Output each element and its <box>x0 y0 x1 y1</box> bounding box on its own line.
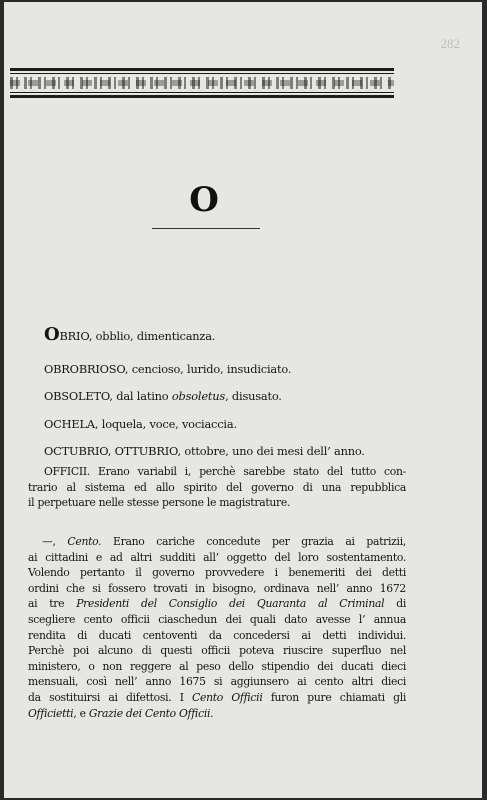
paragraph-line: Perchè poi alcuno di questi officii poteva riuscire superfluo nel <box>28 644 406 658</box>
paragraph-line: trario al sistema ed allo spirito del governo di una repubblica <box>28 480 406 494</box>
entry-definition: , dal latino <box>109 389 172 403</box>
entry-definition: , ottobre, uno dei mesi dell’ anno. <box>177 444 365 458</box>
header-rule-top-thin <box>10 73 394 74</box>
paragraph-line: il perpetuare nelle stesse persone le magistrature. <box>28 496 291 510</box>
entry-word: OBSOLETO <box>44 389 110 403</box>
page-number: 282 <box>440 36 460 51</box>
entry-word: OCTUBRIO, OTTUBRIO <box>44 444 178 458</box>
entry-definition: , cencioso, lurido, insudiciato. <box>124 362 292 376</box>
paragraph-line: Officietti, e Grazie dei Cento Officii. <box>28 706 214 720</box>
entry-definition: , obblio, dimenticanza. <box>88 329 216 343</box>
paragraph-line: rendita di ducati centoventi da concedersi ai detti individui. <box>28 628 406 642</box>
paragraph-line: OFFICII. Erano variabil i, perchè sarebbe stato del tutto con- <box>44 465 406 478</box>
entry-word: OCHELA <box>44 417 95 431</box>
header-rule-bottom-thin <box>10 92 394 93</box>
entry-obrobrioso <box>44 362 291 376</box>
paragraph-line: scegliere cento officii ciaschedun dei quali dato avesse l’ annua <box>28 612 406 626</box>
header-ornament-inner <box>10 80 394 86</box>
section-letter: O <box>189 180 219 220</box>
entry-word: BRIO <box>59 329 89 343</box>
book-page <box>4 2 482 798</box>
entry-word: OBROBRIOSO <box>44 362 125 376</box>
paragraph-line: —, Cento. Erano cariche concedute per grazia ai patrizii, <box>42 535 406 548</box>
entry-octubrio <box>44 444 365 458</box>
paragraph-line: ordini che si fossero trovati in bisogno, ordinava nell’ anno 1672 <box>28 581 406 595</box>
entry-latin-term: obsoletus <box>171 389 226 403</box>
paragraph-line: ministero, o non reggere al peso dello stipendio dei ducati dieci <box>28 659 406 673</box>
entry-definition: , loquela, voce, vociaccia. <box>94 417 237 431</box>
entry-obsoleto <box>44 389 282 403</box>
paragraph-line: da sostituirsi ai difettosi. I Cento Officii furon pure chiamati gli <box>28 690 407 704</box>
decorative-header-band <box>10 68 394 98</box>
paragraph-line: ai tre Presidenti del Consiglio dei Quaranta al Criminal di <box>28 597 406 611</box>
entry-cento-officii <box>28 534 406 721</box>
entry-obrio <box>44 324 215 345</box>
entry-officii <box>28 464 406 511</box>
paragraph-line: ai cittadini e ad altri sudditi all’ oggetto del loro sostentamento. <box>28 550 406 564</box>
entry-definition-end: , disusato. <box>225 389 282 403</box>
paragraph-line: Volendo pertanto il governo provvedere i benemeriti dei detti <box>28 566 406 580</box>
entry-initial: O <box>44 324 60 345</box>
entry-ochela <box>44 417 237 431</box>
section-divider <box>152 228 260 229</box>
header-rule-bottom <box>10 95 394 98</box>
header-rule-top <box>10 68 394 71</box>
paragraph-line: mensuali, così nell’ anno 1675 si aggiunsero ai cento altri dieci <box>28 675 406 689</box>
